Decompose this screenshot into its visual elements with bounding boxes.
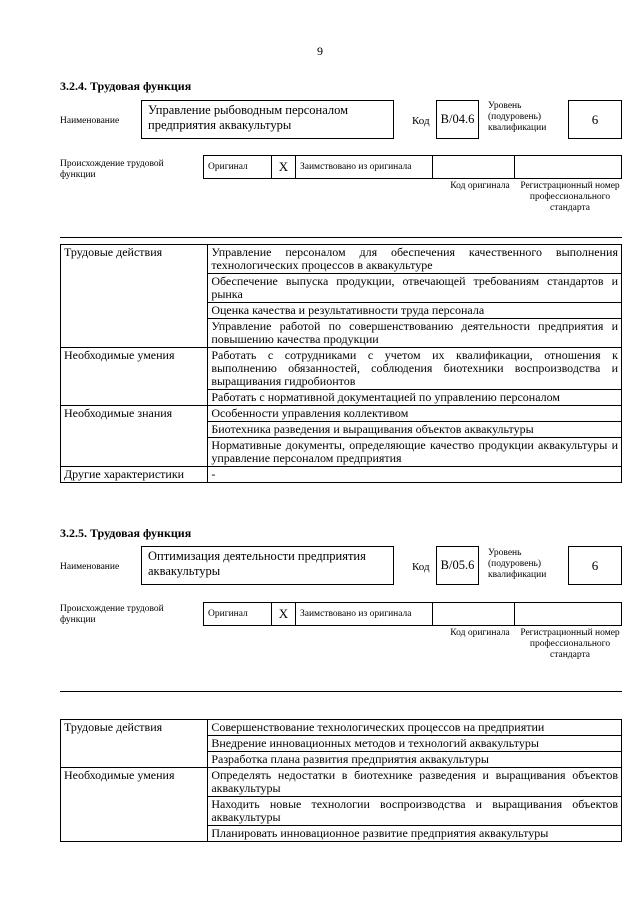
level-value-box: 6	[568, 100, 622, 139]
table-cell: Внедрение инновационных методов и технологий аквакультуры	[208, 736, 622, 752]
code-label: Код	[412, 115, 430, 127]
table-cell: Биотехника разведения и выращивания объектов аквакультуры	[208, 422, 622, 438]
table-cell: Разработка плана развития предприятия аквакультуры	[208, 752, 622, 768]
row-head: Необходимые умения	[61, 348, 208, 406]
table-cell: Управление работой по совершенствованию деятельности предприятия и повышению качества продукции	[208, 319, 622, 348]
origin-mark-cell: X	[272, 156, 296, 178]
table-cell: Нормативные документы, определяющие качество продукции аквакультуры и управление персоналом предприятия	[208, 438, 622, 467]
row-head: Необходимые умения	[61, 768, 208, 842]
original-code-label: Код оригинала	[450, 628, 510, 638]
name-label: Наименование	[60, 562, 120, 572]
origin-borrowed-cell: Заимствовано из оригинала	[296, 603, 433, 625]
code-label: Код	[412, 561, 430, 573]
name-label: Наименование	[60, 116, 120, 126]
level-label: Уровень (подуровень) квалификации	[488, 101, 547, 133]
section-title: 3.2.4. Трудовая функция	[60, 79, 192, 93]
level-label: Уровень (подуровень) квалификации	[488, 548, 547, 580]
function-table	[60, 719, 622, 842]
name-value-box: Управление рыбоводным персоналом предприятия аквакультуры	[141, 100, 394, 139]
table-cell: Планировать инновационное развитие предприятия аквакультуры	[208, 826, 622, 842]
origin-mark-cell: X	[272, 603, 296, 625]
row-head: Необходимые знания	[61, 406, 208, 467]
table-cell: Особенности управления коллективом	[208, 406, 622, 422]
table-cell: Находить новые технологии воспроизводства и выращивания объектов аквакультуры	[208, 797, 622, 826]
divider	[60, 237, 622, 238]
origin-code-cell	[433, 603, 515, 625]
origin-borrowed-cell: Заимствовано из оригинала	[296, 156, 433, 178]
table-cell: Определять недостатки в биотехнике разведения и выращивания объектов аквакультуры	[208, 768, 622, 797]
original-code-label: Код оригинала	[450, 181, 510, 191]
origin-original-cell: Оригинал	[204, 156, 272, 178]
row-head: Трудовые действия	[61, 245, 208, 348]
name-value-box: Оптимизация деятельности предприятия аквакультуры	[141, 546, 394, 585]
table-cell: Оценка качества и результативности труда персонала	[208, 303, 622, 319]
table-cell: Работать с нормативной документацией по управлению персоналом	[208, 390, 622, 406]
origin-label: Происхождение трудовой функции	[60, 604, 164, 625]
code-value-box: B/05.6	[436, 546, 479, 585]
origin-reg-cell	[515, 156, 621, 178]
reg-number-label: Регистрационный номер профессионального стандарта	[520, 181, 620, 213]
origin-row	[203, 155, 622, 179]
table-cell: Управление персоналом для обеспечения качественного выполнения технологических процессов в аквакультуре	[208, 245, 622, 274]
page-number: 9	[317, 44, 323, 58]
origin-label: Происхождение трудовой функции	[60, 159, 164, 180]
section-title: 3.2.5. Трудовая функция	[60, 526, 192, 540]
row-head: Другие характеристики	[61, 467, 208, 483]
divider	[60, 691, 622, 692]
table-cell: -	[208, 467, 622, 483]
origin-original-cell: Оригинал	[204, 603, 272, 625]
level-value-box: 6	[568, 546, 622, 585]
code-value-box: B/04.6	[436, 100, 479, 139]
row-head: Трудовые действия	[61, 720, 208, 768]
function-table	[60, 244, 622, 483]
table-cell: Обеспечение выпуска продукции, отвечающей требованиям стандартов и рынка	[208, 274, 622, 303]
table-cell: Работать с сотрудниками с учетом их квалификации, отношения к выполнению обязанностей, соблюдения биотехники воспроизводства и выращивания гидробионтов	[208, 348, 622, 390]
origin-code-cell	[433, 156, 515, 178]
origin-row	[203, 602, 622, 626]
origin-reg-cell	[515, 603, 621, 625]
reg-number-label: Регистрационный номер профессионального стандарта	[520, 628, 620, 660]
table-cell: Совершенствование технологических процессов на предприятии	[208, 720, 622, 736]
